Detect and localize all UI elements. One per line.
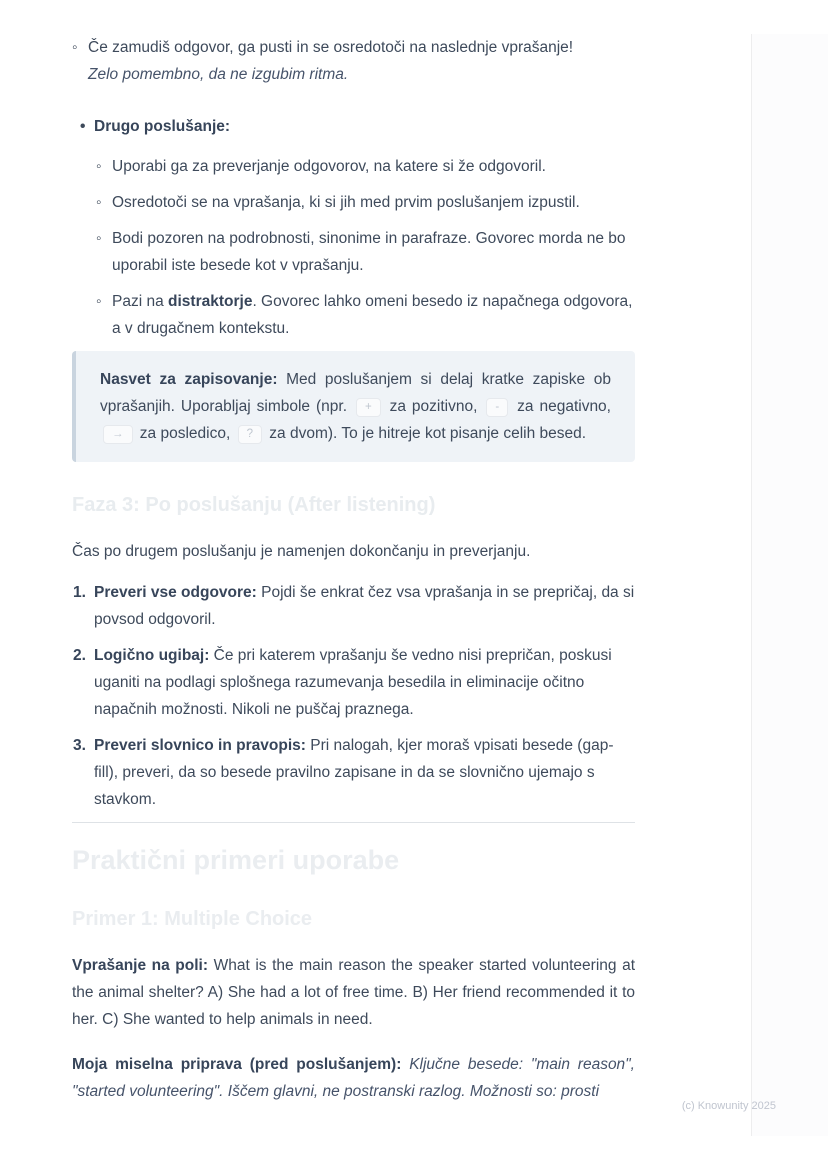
page-edge-line: [751, 34, 752, 1136]
callout-paragraph: [100, 366, 611, 447]
callout-text: za dvom). To je hitreje kot pisanje celih besed.: [265, 425, 587, 442]
section-heading-primer1: Primer 1: Multiple Choice: [72, 908, 313, 930]
list-item-text: Drugo poslušanje:: [94, 118, 231, 135]
list-number: 2.: [73, 647, 86, 664]
list-item-body: [94, 642, 635, 723]
solid-bullet-icon: •: [80, 118, 86, 135]
step-text: Če pri katerem vprašanju še vedno nisi prepričan, poskusi uganiti na podlagi splošnega razumevanja besedila in eliminacije očitno napačnih možnosti. Nikoli ne puščaj praznega.: [94, 647, 612, 718]
paragraph-lead: Moja miselna priprava (pred poslušanjem):: [72, 1056, 402, 1073]
list-item: [96, 225, 635, 279]
paragraph-text: What is the main reason the speaker started volunteering at the animal shelter? A) She had a lot of free time. B) Her friend recommended it to her. C) She wanted to help animals in need.: [72, 957, 636, 1028]
list-number: 3.: [73, 737, 86, 754]
list-item-text: Če zamudiš odgovor, ga pusti in se osredotoči na naslednje vprašanje!: [88, 39, 574, 56]
callout-text: za pozitivno,: [383, 398, 484, 415]
callout-text: za negativno,: [511, 398, 611, 415]
list-item-body: [112, 288, 635, 342]
hollow-bullet-icon: ◦: [96, 158, 102, 175]
list-item: [96, 189, 635, 216]
list-item-body: [88, 34, 635, 88]
numbered-item: [72, 732, 635, 813]
question-symbol-chip: ?: [238, 425, 262, 444]
arrow-symbol-chip: →: [103, 425, 133, 444]
list-item: [72, 34, 635, 88]
copyright-footer: (c) Knowunity 2025: [681, 1100, 776, 1112]
numbered-item: [72, 579, 635, 633]
example-question-paragraph: [72, 952, 635, 1033]
list-item-text: Bodi pozoren na podrobnosti, sinonime in parafraze. Govorec morda ne bo uporabil iste besede kot v vprašanju.: [112, 230, 626, 274]
list-number: 1.: [73, 584, 86, 601]
callout-lead: Nasvet za zapisovanje:: [100, 371, 278, 388]
step-lead: Preveri vse odgovore:: [94, 584, 257, 601]
sub-bullet-list: [96, 153, 635, 342]
numbered-list: [72, 579, 635, 813]
hollow-bullet-icon: ◦: [96, 230, 102, 247]
list-item-text: Pazi na: [112, 293, 169, 310]
step-text: Pojdi še enkrat čez vsa vprašanja in se prepričaj, da si povsod odgovoril.: [94, 584, 635, 628]
page-content: [72, 0, 635, 1105]
step-lead: Logično ugibaj:: [94, 647, 210, 664]
step-text: Pri nalogah, kjer moraš vpisati besede (gap-fill), preveri, da so besede pravilno zapisane in da se slovnično ujemajo s stavkom.: [94, 737, 614, 808]
list-item-note-italic: Zelo pomembno, da ne izgubim ritma.: [88, 66, 349, 83]
hollow-bullet-icon: ◦: [72, 39, 78, 56]
plus-symbol-chip: +: [356, 398, 381, 417]
callout-text: za posledico,: [135, 425, 235, 442]
tip-callout: [72, 351, 635, 462]
section-heading-prakticni-primeri: Praktični primeri uporabe: [72, 845, 400, 875]
list-item: [96, 153, 635, 180]
list-item-text: Uporabi ga za preverjanje odgovorov, na katere si že odgovoril.: [112, 158, 546, 175]
numbered-item: [72, 642, 635, 723]
list-item-drugo-poslusanje: [80, 113, 635, 140]
list-item-text: Osredotoči se na vprašanja, ki si jih med prvim poslušanjem izpustil.: [112, 194, 580, 211]
hollow-bullet-icon: ◦: [96, 293, 102, 310]
section-heading-faza3: Faza 3: Po poslušanju (After listening): [72, 494, 436, 516]
step-lead: Preveri slovnico in pravopis:: [94, 737, 306, 754]
hollow-bullet-icon: ◦: [96, 194, 102, 211]
callout-text: Med poslušanjem si delaj kratke zapiske ob vprašanjih. Uporabljaj simbole (npr.: [100, 371, 612, 415]
paragraph-italic-text: Ključne besede: "main reason", "started volunteering". Iščem glavni, ne postranski razlog. Možnosti so: prosti: [72, 1056, 635, 1100]
intro-paragraph: Čas po drugem poslušanju je namenjen dokončanju in preverjanju.: [72, 543, 531, 560]
list-item-bold-term: distraktorje: [168, 293, 253, 310]
list-item-body: [94, 579, 635, 633]
list-item-text: . Govorec lahko omeni besedo iz napačnega odgovora, a v drugačnem kontekstu.: [112, 293, 633, 337]
paragraph-lead: Vprašanje na poli:: [72, 957, 209, 974]
example-preparation-paragraph: [72, 1051, 635, 1105]
section-divider: [72, 822, 635, 823]
list-item: [96, 288, 635, 342]
page-edge-strip: [752, 34, 828, 1136]
list-item-body: [94, 732, 635, 813]
minus-symbol-chip: -: [486, 398, 508, 417]
